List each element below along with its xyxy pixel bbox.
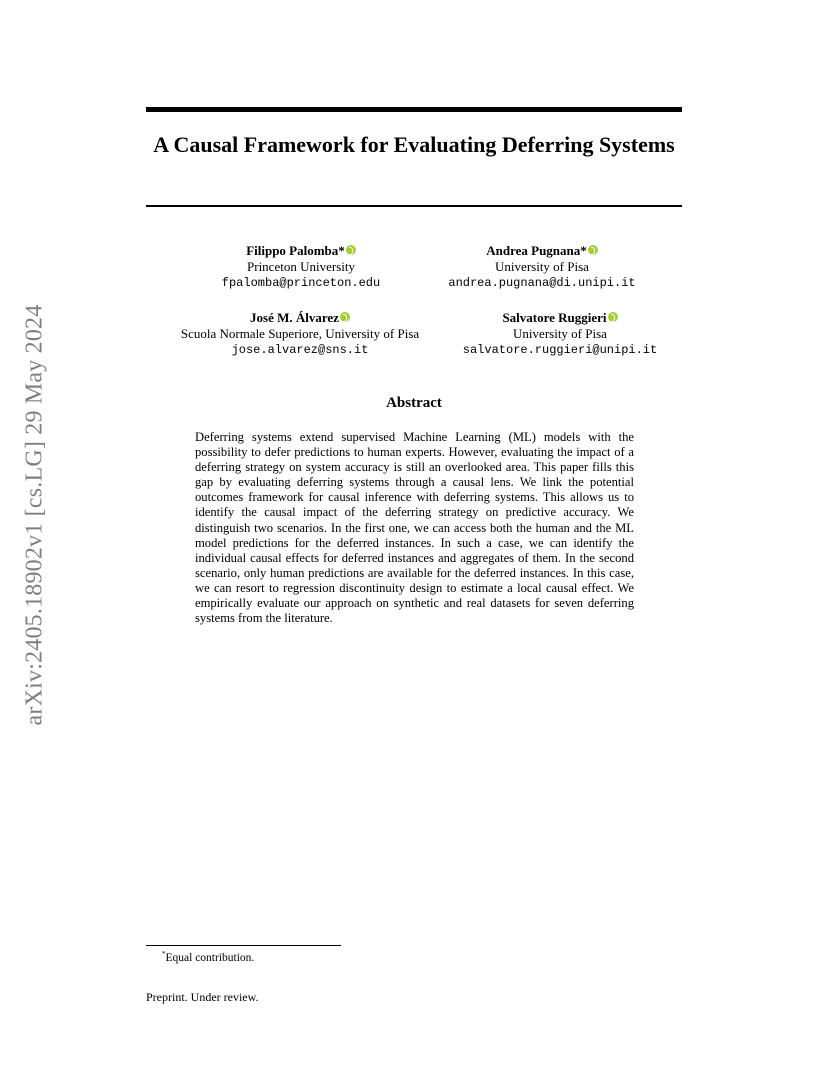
arxiv-identifier-stamp: arXiv:2405.18902v1 [cs.LG] 29 May 2024 (21, 304, 48, 726)
author-affiliation: University of Pisa (495, 259, 589, 274)
author-name: Andrea Pugnana* (486, 243, 587, 258)
author-block-pugnana (412, 243, 672, 291)
author-block-palomba (186, 243, 416, 291)
footnote-rule (146, 945, 341, 946)
footnote-marker: * (162, 950, 166, 958)
footnote (162, 950, 254, 964)
author-name: Filippo Palomba* (246, 243, 345, 258)
author-block-ruggieri (440, 310, 680, 358)
paper-title: A Causal Framework for Evaluating Deferring Systems (153, 132, 675, 157)
author-email[interactable]: salvatore.ruggieri@unipi.it (462, 343, 658, 357)
orcid-icon[interactable] (608, 312, 618, 322)
footnote-text: Equal contribution. (165, 951, 255, 964)
author-affiliation: Princeton University (247, 259, 355, 274)
orcid-icon[interactable] (346, 245, 356, 255)
orcid-icon[interactable] (340, 312, 350, 322)
author-name: José M. Álvarez (250, 310, 339, 325)
title-top-rule (146, 107, 682, 112)
author-affiliation: Scuola Normale Superiore, University of Pisa (180, 326, 420, 341)
preprint-note: Preprint. Under review. (146, 990, 259, 1004)
author-name: Salvatore Ruggieri (502, 310, 607, 325)
title-bottom-rule (146, 205, 682, 207)
abstract-heading: Abstract (386, 395, 442, 411)
author-email[interactable]: fpalomba@princeton.edu (221, 276, 381, 290)
author-email[interactable]: andrea.pugnana@di.unipi.it (448, 276, 636, 290)
author-affiliation: University of Pisa (513, 326, 607, 341)
abstract-body: Deferring systems extend supervised Machine Learning (ML) models with the possibility to defer predictions to human experts. However, evaluating the impact of a deferring strategy on system accuracy is still an overlooked area. This paper fills this gap by evaluating deferring systems through a causal lens. We link the potential outcomes framework for causal inference with deferring systems. This allows us to identify the causal impact of the deferring strategy on predictive accuracy. We distinguish two scenarios. In the first one, we can access both the human and the ML model predictions for the deferred instances. In such a case, we can identify the individual causal effects for deferred instances and aggregates of them. In the second scenario, only human predictions are available for the deferred instances. In this case, we can resort to regression discontinuity design to estimate a local causal effect. We empirically evaluate our approach on synthetic and real datasets for seven deferring systems from the literature. (195, 430, 634, 626)
orcid-icon[interactable] (588, 245, 598, 255)
author-email[interactable]: jose.alvarez@sns.it (231, 343, 369, 357)
author-block-alvarez (158, 310, 442, 358)
